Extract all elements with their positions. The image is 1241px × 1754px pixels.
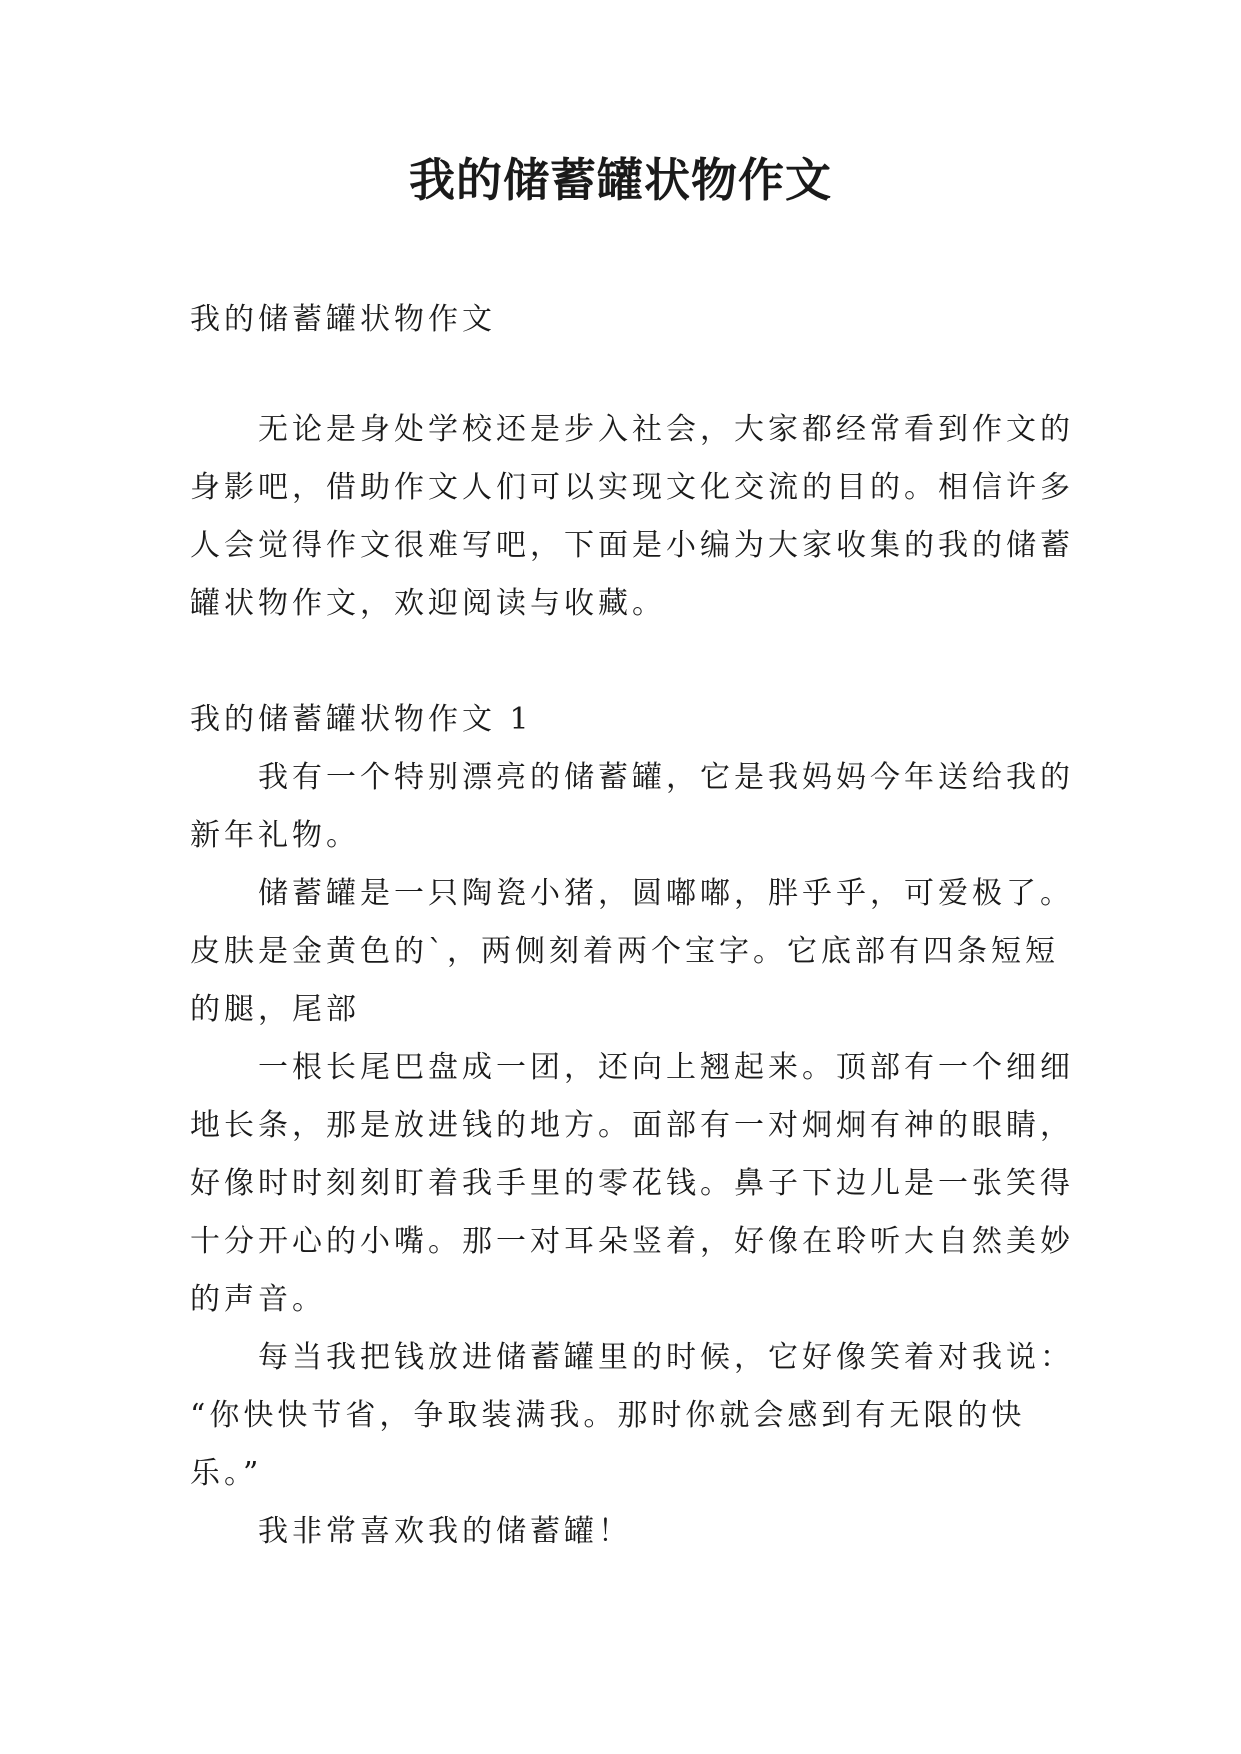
document-title: 我的储蓄罐状物作文 — [409, 153, 832, 207]
body-line: “你快快节省，争取装满我。那时你就会感到有无限的快 — [190, 1398, 1026, 1433]
body-line: 乐。” — [190, 1456, 263, 1491]
intro-line: 人会觉得作文很难写吧，下面是小编为大家收集的我的储蓄 — [190, 528, 1074, 563]
body-line: 我有一个特别漂亮的储蓄罐，它是我妈妈今年送给我的 — [258, 760, 1074, 795]
body-line: 好像时时刻刻盯着我手里的零花钱。鼻子下边儿是一张笑得 — [190, 1166, 1074, 1201]
body-line: 我非常喜欢我的储蓄罐！ — [258, 1514, 632, 1549]
body-line: 储蓄罐是一只陶瓷小猪，圆嘟嘟，胖乎乎，可爱极了。 — [258, 876, 1074, 911]
intro-line: 无论是身处学校还是步入社会，大家都经常看到作文的 — [258, 412, 1074, 447]
body-line: 地长条，那是放进钱的地方。面部有一对炯炯有神的眼睛， — [190, 1108, 1074, 1143]
body-line: 的声音。 — [190, 1282, 326, 1317]
body-line: 的腿，尾部 — [190, 992, 360, 1027]
intro-line: 身影吧，借助作文人们可以实现文化交流的目的。相信许多 — [190, 470, 1074, 505]
body-line: 一根长尾巴盘成一团，还向上翘起来。顶部有一个细细 — [258, 1050, 1074, 1085]
body-line: 十分开心的小嘴。那一对耳朵竖着，好像在聆听大自然美妙 — [190, 1224, 1074, 1259]
document-subtitle: 我的储蓄罐状物作文 — [190, 302, 496, 337]
body-line: 新年礼物。 — [190, 818, 360, 853]
intro-line: 罐状物作文，欢迎阅读与收藏。 — [190, 586, 666, 621]
body-line: 每当我把钱放进储蓄罐里的时候，它好像笑着对我说： — [258, 1340, 1074, 1375]
body-line: 皮肤是金黄色的`，两侧刻着两个宝字。它底部有四条短短 — [190, 934, 1059, 969]
section-heading: 我的储蓄罐状物作文 1 — [190, 702, 533, 737]
